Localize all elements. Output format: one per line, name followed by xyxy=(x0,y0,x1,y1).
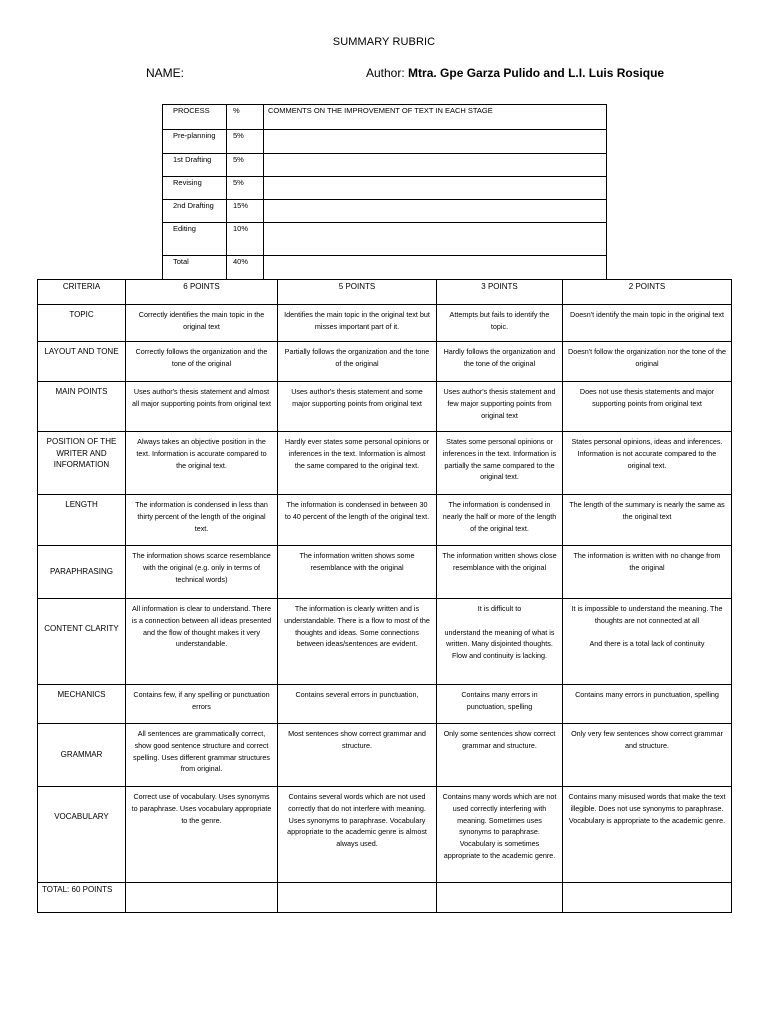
descriptor-5: Partially follows the organization and the tone of the original xyxy=(278,342,437,382)
process-comment-field[interactable] xyxy=(264,223,607,256)
descriptor-3 xyxy=(437,599,563,685)
process-row xyxy=(163,177,607,200)
process-pct: 5% xyxy=(227,130,264,154)
descriptor-5: The information written shows some resemblance with the original xyxy=(278,546,437,599)
descriptor-5: The information is condensed in between 30 to 40 percent of the length of the original text. xyxy=(278,495,437,546)
criterion-label: LENGTH xyxy=(38,495,126,546)
descriptor-2: Doesn't identify the main topic in the original text xyxy=(563,305,732,342)
descriptor-3: The information written shows close resemblance with the original xyxy=(437,546,563,599)
criterion-label: MECHANICS xyxy=(38,685,126,724)
author-line xyxy=(366,66,664,80)
descriptor-3: Contains many errors in punctuation, spelling xyxy=(437,685,563,724)
descriptor-5: Contains several words which are not used correctly that do not interfere with meaning. Uses synonyms to paraphrase. Vocabulary appropriate to the academic genre is almost always used. xyxy=(278,787,437,883)
process-pct: 10% xyxy=(227,223,264,256)
descriptor-5: Uses author's thesis statement and some major supporting points from original text xyxy=(278,382,437,432)
process-comment-field[interactable] xyxy=(264,200,607,223)
process-total-row xyxy=(163,256,607,280)
total-label: TOTAL: 60 POINTS xyxy=(38,883,126,913)
criteria-row-main-points xyxy=(38,382,732,432)
process-row xyxy=(163,200,607,223)
descriptor-2: States personal opinions, ideas and inferences. Information is not accurate compared to the original text. xyxy=(563,432,732,495)
process-header-comments: COMMENTS ON THE IMPROVEMENT OF TEXT IN EACH STAGE xyxy=(264,105,607,130)
name-label: NAME: xyxy=(146,66,185,80)
descriptor-2: The length of the summary is nearly the same as the original text xyxy=(563,495,732,546)
criterion-label: PARAPHRASING xyxy=(38,546,126,599)
descriptor-2: Doesn't follow the organization nor the tone of the original xyxy=(563,342,732,382)
descriptor-3: Uses author's thesis statement and few major supporting points from original text xyxy=(437,382,563,432)
criteria-row-topic xyxy=(38,305,732,342)
process-table xyxy=(162,104,607,280)
criterion-label: POSITION OF THE WRITER AND INFORMATION xyxy=(38,432,126,495)
descriptor-2-part-a: It is impossible to understand the meaning. The thoughts are not connected at all xyxy=(571,604,723,625)
process-row xyxy=(163,130,607,154)
criteria-row-grammar xyxy=(38,724,732,787)
descriptor-3-part-a: It is difficult to xyxy=(477,604,522,613)
descriptor-2 xyxy=(563,599,732,685)
criteria-total-row xyxy=(38,883,732,913)
descriptor-3: Hardly follows the organization and the tone of the original xyxy=(437,342,563,382)
descriptor-3: Only some sentences show correct grammar and structure. xyxy=(437,724,563,787)
descriptor-6: Correctly identifies the main topic in the original text xyxy=(126,305,278,342)
descriptor-3: Attempts but fails to identify the topic. xyxy=(437,305,563,342)
descriptor-6: Correct use of vocabulary. Uses synonyms to paraphrase. Uses vocabulary appropriate to the genre. xyxy=(126,787,278,883)
descriptor-6: All sentences are grammatically correct, show good sentence structure and correct spelling. Uses different grammar structures from original. xyxy=(126,724,278,787)
descriptor-6: Always takes an objective position in the text. Information is accurate compared to the original text. xyxy=(126,432,278,495)
process-comment-field[interactable] xyxy=(264,154,607,177)
descriptor-5: The information is clearly written and is understandable. There is a flow to most of the thoughts and ideas. Some connections between ideas/sentences are evident. xyxy=(278,599,437,685)
header-criteria: CRITERIA xyxy=(38,280,126,305)
criteria-row-vocabulary xyxy=(38,787,732,883)
process-comment-field[interactable] xyxy=(264,256,607,280)
descriptor-2: Contains many misused words that make the text illegible. Does not use synonyms to paraphrase. Vocabulary is appropriate to the academic genre. xyxy=(563,787,732,883)
process-header-stage: PROCESS xyxy=(163,105,227,130)
criteria-row-content-clarity xyxy=(38,599,732,685)
descriptor-2: Does not use thesis statements and major supporting points from original text xyxy=(563,382,732,432)
process-pct: 40% xyxy=(227,256,264,280)
criteria-row-length xyxy=(38,495,732,546)
process-header-row xyxy=(163,105,607,130)
process-comment-field[interactable] xyxy=(264,130,607,154)
descriptor-6: The information shows scarce resemblance with the original (e.g. only in terms of technical words) xyxy=(126,546,278,599)
total-cell-3[interactable] xyxy=(437,883,563,913)
descriptor-6: Correctly follows the organization and the tone of the original xyxy=(126,342,278,382)
process-stage: Pre-planning xyxy=(163,130,227,154)
process-comment-field[interactable] xyxy=(264,177,607,200)
descriptor-3-part-b: understand the meaning of what is written. Many disjointed thoughts. Flow and continuity is lacking. xyxy=(444,627,555,661)
criterion-label: VOCABULARY xyxy=(38,787,126,883)
descriptor-6: All information is clear to understand. There is a connection between all ideas presented and the flow of thought makes it very understandable. xyxy=(126,599,278,685)
total-cell-5[interactable] xyxy=(278,883,437,913)
process-pct: 5% xyxy=(227,154,264,177)
criterion-label: CONTENT CLARITY xyxy=(38,599,126,685)
process-pct: 5% xyxy=(227,177,264,200)
descriptor-5: Hardly ever states some personal opinions or inferences in the text. Information is almost the same compared to the original text. xyxy=(278,432,437,495)
descriptor-6: Contains few, if any spelling or punctuation errors xyxy=(126,685,278,724)
process-stage: 1st Drafting xyxy=(163,154,227,177)
descriptor-3: States some personal opinions or inferences in the text. Information is partially the same compared to the original text. xyxy=(437,432,563,495)
descriptor-5: Identifies the main topic in the original text but misses important part of it. xyxy=(278,305,437,342)
header-5-points: 5 POINTS xyxy=(278,280,437,305)
document-title: SUMMARY RUBRIC xyxy=(332,36,436,48)
process-header-pct: % xyxy=(227,105,264,130)
process-row xyxy=(163,223,607,256)
criterion-label: MAIN POINTS xyxy=(38,382,126,432)
header-6-points: 6 POINTS xyxy=(126,280,278,305)
process-stage: 2nd Drafting xyxy=(163,200,227,223)
header-2-points: 2 POINTS xyxy=(563,280,732,305)
criteria-row-mechanics xyxy=(38,685,732,724)
criterion-label: LAYOUT AND TONE xyxy=(38,342,126,382)
descriptor-2: The information is written with no change from the original xyxy=(563,546,732,599)
descriptor-3: Contains many words which are not used correctly interfering with meaning. Sometimes uses synonyms to paraphrase. Vocabulary is sometimes appropriate to the academic genre. xyxy=(437,787,563,883)
descriptor-2: Only very few sentences show correct grammar and structure. xyxy=(563,724,732,787)
process-stage: Total xyxy=(163,256,227,280)
author-prefix: Author: xyxy=(366,66,405,80)
descriptor-3: The information is condensed in nearly the half or more of the length of the original text. xyxy=(437,495,563,546)
criterion-label: TOPIC xyxy=(38,305,126,342)
criteria-row-position xyxy=(38,432,732,495)
process-stage: Revising xyxy=(163,177,227,200)
descriptor-2-part-b: And there is a total lack of continuity xyxy=(589,639,705,649)
total-cell-6[interactable] xyxy=(126,883,278,913)
descriptor-6: Uses author's thesis statement and almost all major supporting points from original text xyxy=(126,382,278,432)
process-pct: 15% xyxy=(227,200,264,223)
criteria-row-paraphrasing xyxy=(38,546,732,599)
descriptor-5: Contains several errors in punctuation, xyxy=(278,685,437,724)
descriptor-2: Contains many errors in punctuation, spelling xyxy=(563,685,732,724)
criterion-label: GRAMMAR xyxy=(38,724,126,787)
criteria-row-layout xyxy=(38,342,732,382)
criteria-header-row xyxy=(38,280,732,305)
author-name: Mtra. Gpe Garza Pulido and L.I. Luis Rosique xyxy=(408,66,665,80)
header-3-points: 3 POINTS xyxy=(437,280,563,305)
criteria-table xyxy=(37,279,732,913)
descriptor-5: Most sentences show correct grammar and structure. xyxy=(278,724,437,787)
process-stage: Editing xyxy=(163,223,227,256)
process-row xyxy=(163,154,607,177)
descriptor-6: The information is condensed in less than thirty percent of the length of the original text. xyxy=(126,495,278,546)
total-cell-2[interactable] xyxy=(563,883,732,913)
